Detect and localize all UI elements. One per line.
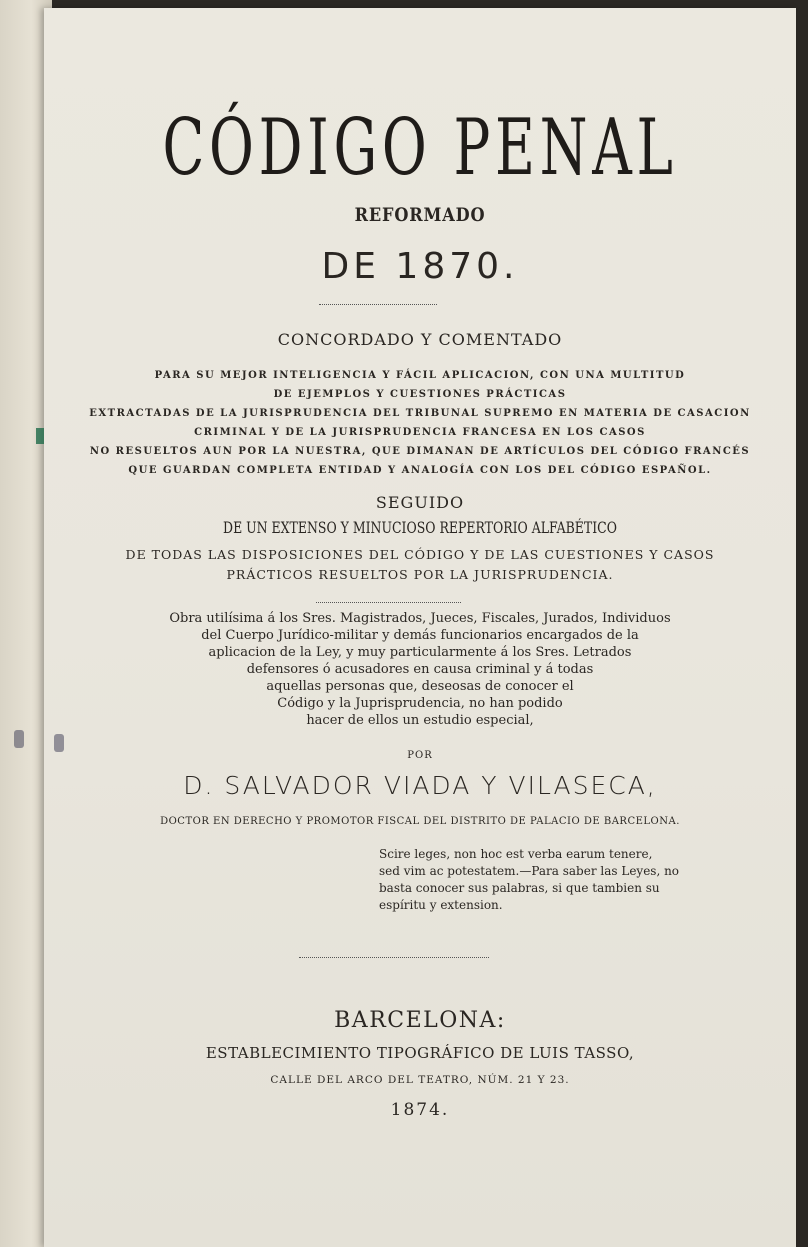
title-page: [44, 8, 796, 1247]
obra-paragraph: [44, 610, 796, 729]
concordado-heading: CONCORDADO Y COMENTADO: [277, 330, 563, 349]
author-name: D. SALVADOR VIADA Y VILASECA,: [183, 771, 657, 800]
publication-city: BARCELONA:: [334, 1008, 506, 1033]
obra-line: defensores ó acusadores en causa criminal y á todas: [246, 662, 594, 677]
description-line: QUE GUARDAN COMPLETA ENTIDAD Y ANALOGÍA CON LOS DEL CÓDIGO ESPAÑOL.: [128, 465, 712, 476]
quote-line: espíritu y extension.: [379, 898, 503, 912]
divider-rule-1: [319, 304, 437, 307]
printer-name: ESTABLECIMIENTO TIPOGRÁFICO DE LUIS TASSO,: [205, 1044, 635, 1062]
obra-line: aplicacion de la Ley, y muy particularmente á los Sres. Letrados: [208, 645, 632, 660]
epigraph-quote: [379, 846, 719, 914]
description-line: CRIMINAL Y DE LA JURISPRUDENCIA FRANCESA EN LOS CASOS: [194, 427, 646, 438]
quote-line: Scire leges, non hoc est verba earum tenere,: [379, 847, 653, 861]
obra-line: hacer de ellos un estudio especial,: [306, 713, 534, 728]
disposiciones-line: DE TODAS LAS DISPOSICIONES DEL CÓDIGO Y DE LAS CUESTIONES Y CASOS: [125, 547, 715, 562]
description-line: DE EJEMPLOS Y CUESTIONES PRÁCTICAS: [273, 389, 567, 400]
green-tab-mark: [36, 428, 44, 444]
repertorio-heading: DE UN EXTENSO Y MINUCIOSO REPERTORIO ALFABÉTICO: [223, 518, 617, 537]
ink-stain: [14, 730, 24, 748]
description-line: EXTRACTADAS DE LA JURISPRUDENCIA DEL TRIBUNAL SUPREMO EN MATERIA DE CASACION: [89, 408, 751, 419]
disposiciones-line: PRÁCTICOS RESUELTOS POR LA JURISPRUDENCIA.: [226, 567, 614, 582]
subtitle-year: DE 1870.: [321, 246, 519, 287]
author-credentials: DOCTOR EN DERECHO Y PROMOTOR FISCAL DEL DISTRITO DE PALACIO DE BARCELONA.: [160, 816, 680, 827]
divider-rule-2: [316, 602, 461, 605]
disposiciones-block: [44, 545, 796, 585]
description-line: NO RESUELTOS AUN POR LA NUESTRA, QUE DIMANAN DE ARTÍCULOS DEL CÓDIGO FRANCÉS: [89, 446, 751, 457]
publication-year: 1874.: [390, 1100, 450, 1120]
seguido-heading: SEGUIDO: [375, 493, 465, 512]
quote-line: basta conocer sus palabras, si que tambien su: [379, 881, 660, 895]
obra-line: Código y la Juprisprudencia, no han podido: [277, 696, 563, 711]
obra-line: del Cuerpo Jurídico-militar y demás funcionarios encargados de la: [201, 628, 639, 643]
quote-line: sed vim ac potestatem.—Para saber las Leyes, no: [379, 864, 680, 878]
obra-line: Obra utilísima á los Sres. Magistrados, Jueces, Fiscales, Jurados, Individuos: [169, 611, 671, 626]
subtitle-reformado: REFORMADO: [354, 204, 486, 226]
description-line: PARA SU MEJOR INTELIGENCIA Y FÁCIL APLICACION, CON UNA MULTITUD: [154, 370, 686, 381]
obra-line: aquellas personas que, deseosas de conocer el: [266, 679, 574, 694]
divider-rule-3: [299, 957, 489, 960]
printer-address: CALLE DEL ARCO DEL TEATRO, NÚM. 21 Y 23.: [270, 1074, 570, 1086]
por-label: POR: [407, 750, 433, 761]
book-title: CÓDIGO PENAL: [162, 103, 678, 193]
description-block: [44, 366, 796, 480]
